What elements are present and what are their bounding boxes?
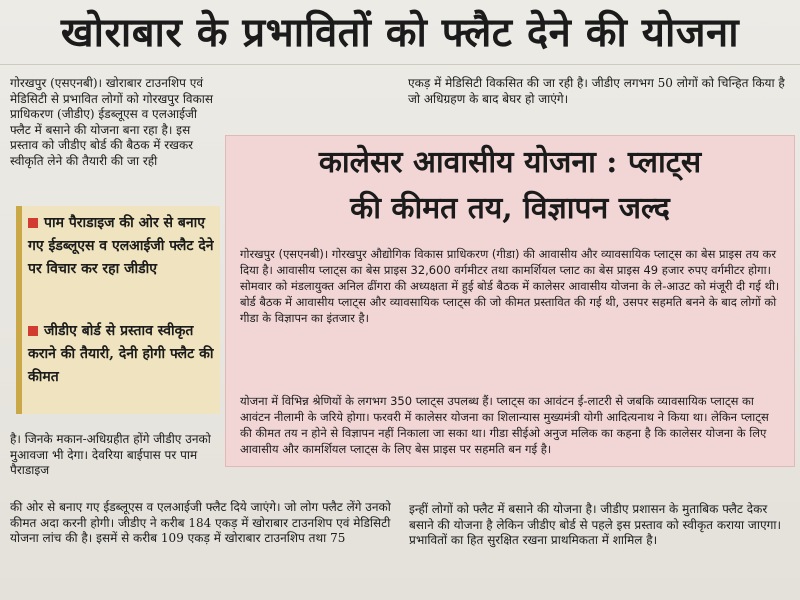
highlight-1-text: पाम पैराडाइज की ओर से बनाए गए ईडब्लूएस व एलआईजी फ्लैट देने पर विचार कर रहा जीडीए — [28, 215, 214, 277]
red-square-icon — [28, 326, 38, 336]
box-paragraph-2: योजना में विभिन्न श्रेणियों के लगभग 350 प्लाट्स उपलब्ध हैं। प्लाट्स का आवंटन ई-लाटरी से जबकि व्यावसायिक प्लाट्स का आवंटन नीलामी के जरिये होगा। फरवरी में कालेसर योजना का शिलान्यास मुख्यमंत्री योगी आदित्यनाथ ने किया था। लेकिन प्लाट्स की कीमत तय न होने से विज्ञापन नहीं निकाला जा सका था। गीडा सीईओ अनुज मलिक का कहना है कि कालेसर योजना के लिए आवासीय और कामर्शियल प्लाट्स के लिए बेस प्राइस पर सहमति बन गई है। — [240, 394, 769, 456]
highlight-1 — [28, 212, 214, 281]
highlight-2 — [28, 320, 214, 389]
highlights-box — [16, 206, 220, 414]
lower-left-text: है। जिनके मकान-अधिग्रहीत होंगे जीडीए उनको मुआवजा भी देगा। देवरिया बाईपास पर पाम पैराडाइज — [10, 432, 211, 477]
bottom-right-text: इन्हीं लोगों को फ्लैट में बसाने की योजना है। जीडीए प्रशासन के मुताबिक फ्लैट देकर बसाने की योजना है लेकिन जीडीए बोर्ड से पहले इस प्रस्ताव को स्वीकृत कराया जाएगा। प्रभावितों का हित सुरक्षित रखना प्राथमिकता में शामिल है। — [409, 502, 781, 547]
boxed-story — [225, 135, 795, 467]
highlight-2-text: जीडीए बोर्ड से प्रस्ताव स्वीकृत कराने की तैयारी, देनी होगी फ्लैट की कीमत — [28, 323, 214, 385]
top-right-text: एकड़ में मेडिसिटी विकसित की जा रही है। जीडीए लगभग 50 लोगों को चिन्हित किया है जो अधिग्रहण के बाद बेघर हो जाएंगे। — [408, 76, 785, 106]
lead-left-text: गोरखपुर (एसएनबी)। खोराबार टाउनशिप एवं मेडिसिटी से प्रभावित लोगों को गोरखपुर विकास प्राधिकरण (जीडीए) ईडब्लूएस व एलआईजी फ्लैट में बसाने की योजना बना रहा है। इस प्रस्ताव को जीडीए बोर्ड की बैठक में रखकर स्वीकृति लेने की तैयारी की जा रही — [10, 76, 214, 168]
box-title-line-1: कालेसर आवासीय योजना : प्लाट्स — [318, 145, 702, 180]
headline: खोराबार के प्रभावितों को फ्लैट देने की योजना — [60, 9, 740, 56]
bottom-left-text: की ओर से बनाए गए ईडब्लूएस व एलआईजी फ्लैट दिये जाएंगे। जो लोग फ्लैट लेंगे उनको कीमत अदा करनी होगी। जीडीए ने करीब 184 एकड़ में खोराबार टाउनशिप एवं मेडिसिटी योजना लांच की है। इसमें से करीब 109 एकड़ में खोराबार टाउनशिप तथा 75 — [10, 500, 391, 545]
headline-divider — [0, 64, 800, 65]
box-paragraph-1: गोरखपुर (एसएनबी)। गोरखपुर औद्योगिक विकास प्राधिकरण (गीडा) की आवासीय और व्यावसायिक प्लाट्स का बेस प्राइस तय कर दिया है। आवासीय प्लाट्स का बेस प्राइस 32,600 वर्गमीटर तथा कामर्शियल प्लाट का बेस प्राइस 49 हजार रुपए वर्गमीटर होगा। सोमवार को मंडलायुक्त अनिल ढींगरा की अध्यक्षता में हुई बोर्ड बैठक में कालेसर आवासीय योजना के ले-आउट को मंजूरी दी गई थी। बोर्ड बैठक में आवासीय प्लाट्स और व्यावसायिक प्लाट्स की जो कीमत प्रस्तावित की गई थी, उसपर सहमति बनने के बाद लोगों को गीडा के विज्ञापन का इंतजार है। — [240, 247, 780, 325]
box-title-line-2: की कीमत तय, विज्ञापन जल्द — [350, 191, 670, 226]
red-square-icon — [28, 218, 38, 228]
